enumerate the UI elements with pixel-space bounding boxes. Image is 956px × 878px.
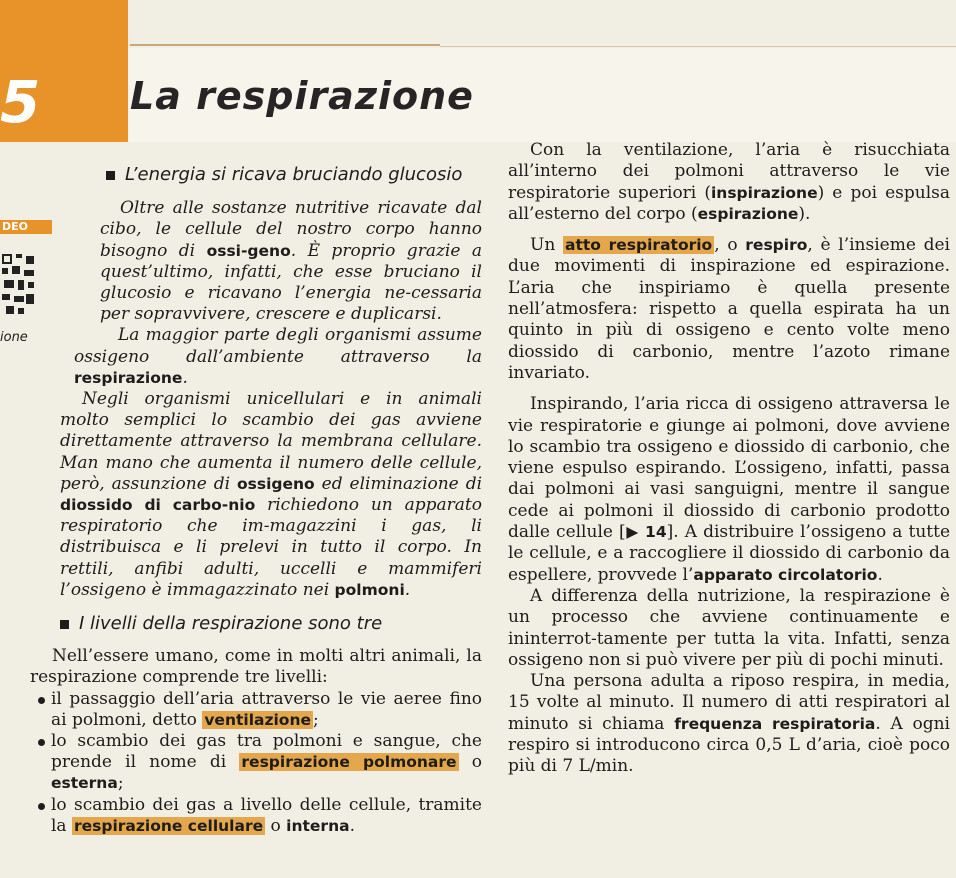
section-heading: L’energia si ricava bruciando glucosio [30,164,482,185]
paragraph: Nell’essere umano, come in molti altri animali, la respirazione comprende tre livelli: [30,646,482,688]
square-bullet-icon [106,171,115,180]
paragraph: Un atto respiratorio , o respiro, è l’insieme dei due movimenti di inspirazione ed espirazione. L’aria che inspiriamo è quella presente nell’atmosfera: rispetto a quella espirata ha un quinto in più di ossigeno e cento volte meno diossido di carbonio, mentre l’azoto rimane invariato. [508,235,950,383]
paragraph: Negli organismi unicellulari e in animali molto semplici lo scambio dei gas avviene direttamente attraverso la membrana cellulare. Man mano che aumenta il numero delle cellule, però, assunzione di ossigeno ed eliminazione di diossido di carbo-nio richiedono un apparato respiratorio che im-magazzini i gas, li distribuisca e li prelevi in tutto il corpo. In rettili, anfibi adulti, uccelli e mammiferi l’ossigeno è immagazzinato nei polmoni. [60,389,483,600]
divider-line [440,0,956,47]
paragraph: Una persona adulta a riposo respira, in media, 15 volte al minuto. Il numero di atti respiratori al minuto si chiama frequenza respiratoria. A ogni respiro si introducono circa 0,5 L d’aria, cioè poco più di 7 L/min. [508,671,950,777]
list-item: lo scambio dei gas a livello delle cellule, tramite la respirazione cellulare o interna. [38,795,482,837]
paragraph: Oltre alle sostanze nutritive ricavate dal cibo, le cellule del nostro corpo hanno bisogno di ossi-geno. È proprio grazie a quest’ultimo, infatti, che esse bruciano il glucosio e ricavano l’energia ne-cessaria per sopravvivere, crescere e duplicarsi. [100,198,482,325]
paragraph: Con la ventilazione, l’aria è risucchiata all’interno dei polmoni attraverso le vie respiratorie superiori (inspirazione) e poi espulsa all’esterno del corpo (espirazione). [508,140,950,224]
left-column [30,164,482,837]
right-column [508,140,950,778]
margin-label: ione [0,330,28,345]
paragraph: Inspirando, l’aria ricca di ossigeno attraversa le vie respiratorie e giunge ai polmoni, dove avviene lo scambio tra ossigeno e diossido di carbonio, che viene espulso espirando. L’ossigeno, infatti, passa dai polmoni ai vasi sanguigni, mentre il sangue cede ai polmoni il diossido di carbonio prodotto dalle cellule [▶ 14]. A distribuire l’ossigeno a tutte le cellule, e a raccogliere il diossido di carbonio da espellere, provvede l’apparato circolatorio. [508,394,951,585]
paragraph: A differenza della nutrizione, la respirazione è un processo che avviene continuamente e ininterrot-tamente per tutta la vita. Infatti, senza ossigeno non si può vivere per più di pochi minuti. [508,585,950,670]
figure-reference[interactable]: ▶ 14 [625,523,667,542]
margin-video-tab[interactable]: DEO [0,220,52,234]
chapter-title: La respirazione [130,74,474,118]
list-item: il passaggio dell’aria attraverso le vie aeree fino ai polmoni, detto ventilazione ; [38,689,482,731]
divider-line [130,44,440,46]
square-bullet-icon [60,620,69,629]
section-heading: I livelli della respirazione sono tre [30,613,482,634]
list-item: lo scambio dei gas tra polmoni e sangue, che prende il nome di respirazione polmonare o esterna; [38,731,482,795]
levels-list [30,689,482,837]
paragraph: La maggior parte degli organismi assume ossigeno dall’ambiente attraverso la respirazione. [74,325,482,388]
chapter-number: 5 [0,68,39,136]
